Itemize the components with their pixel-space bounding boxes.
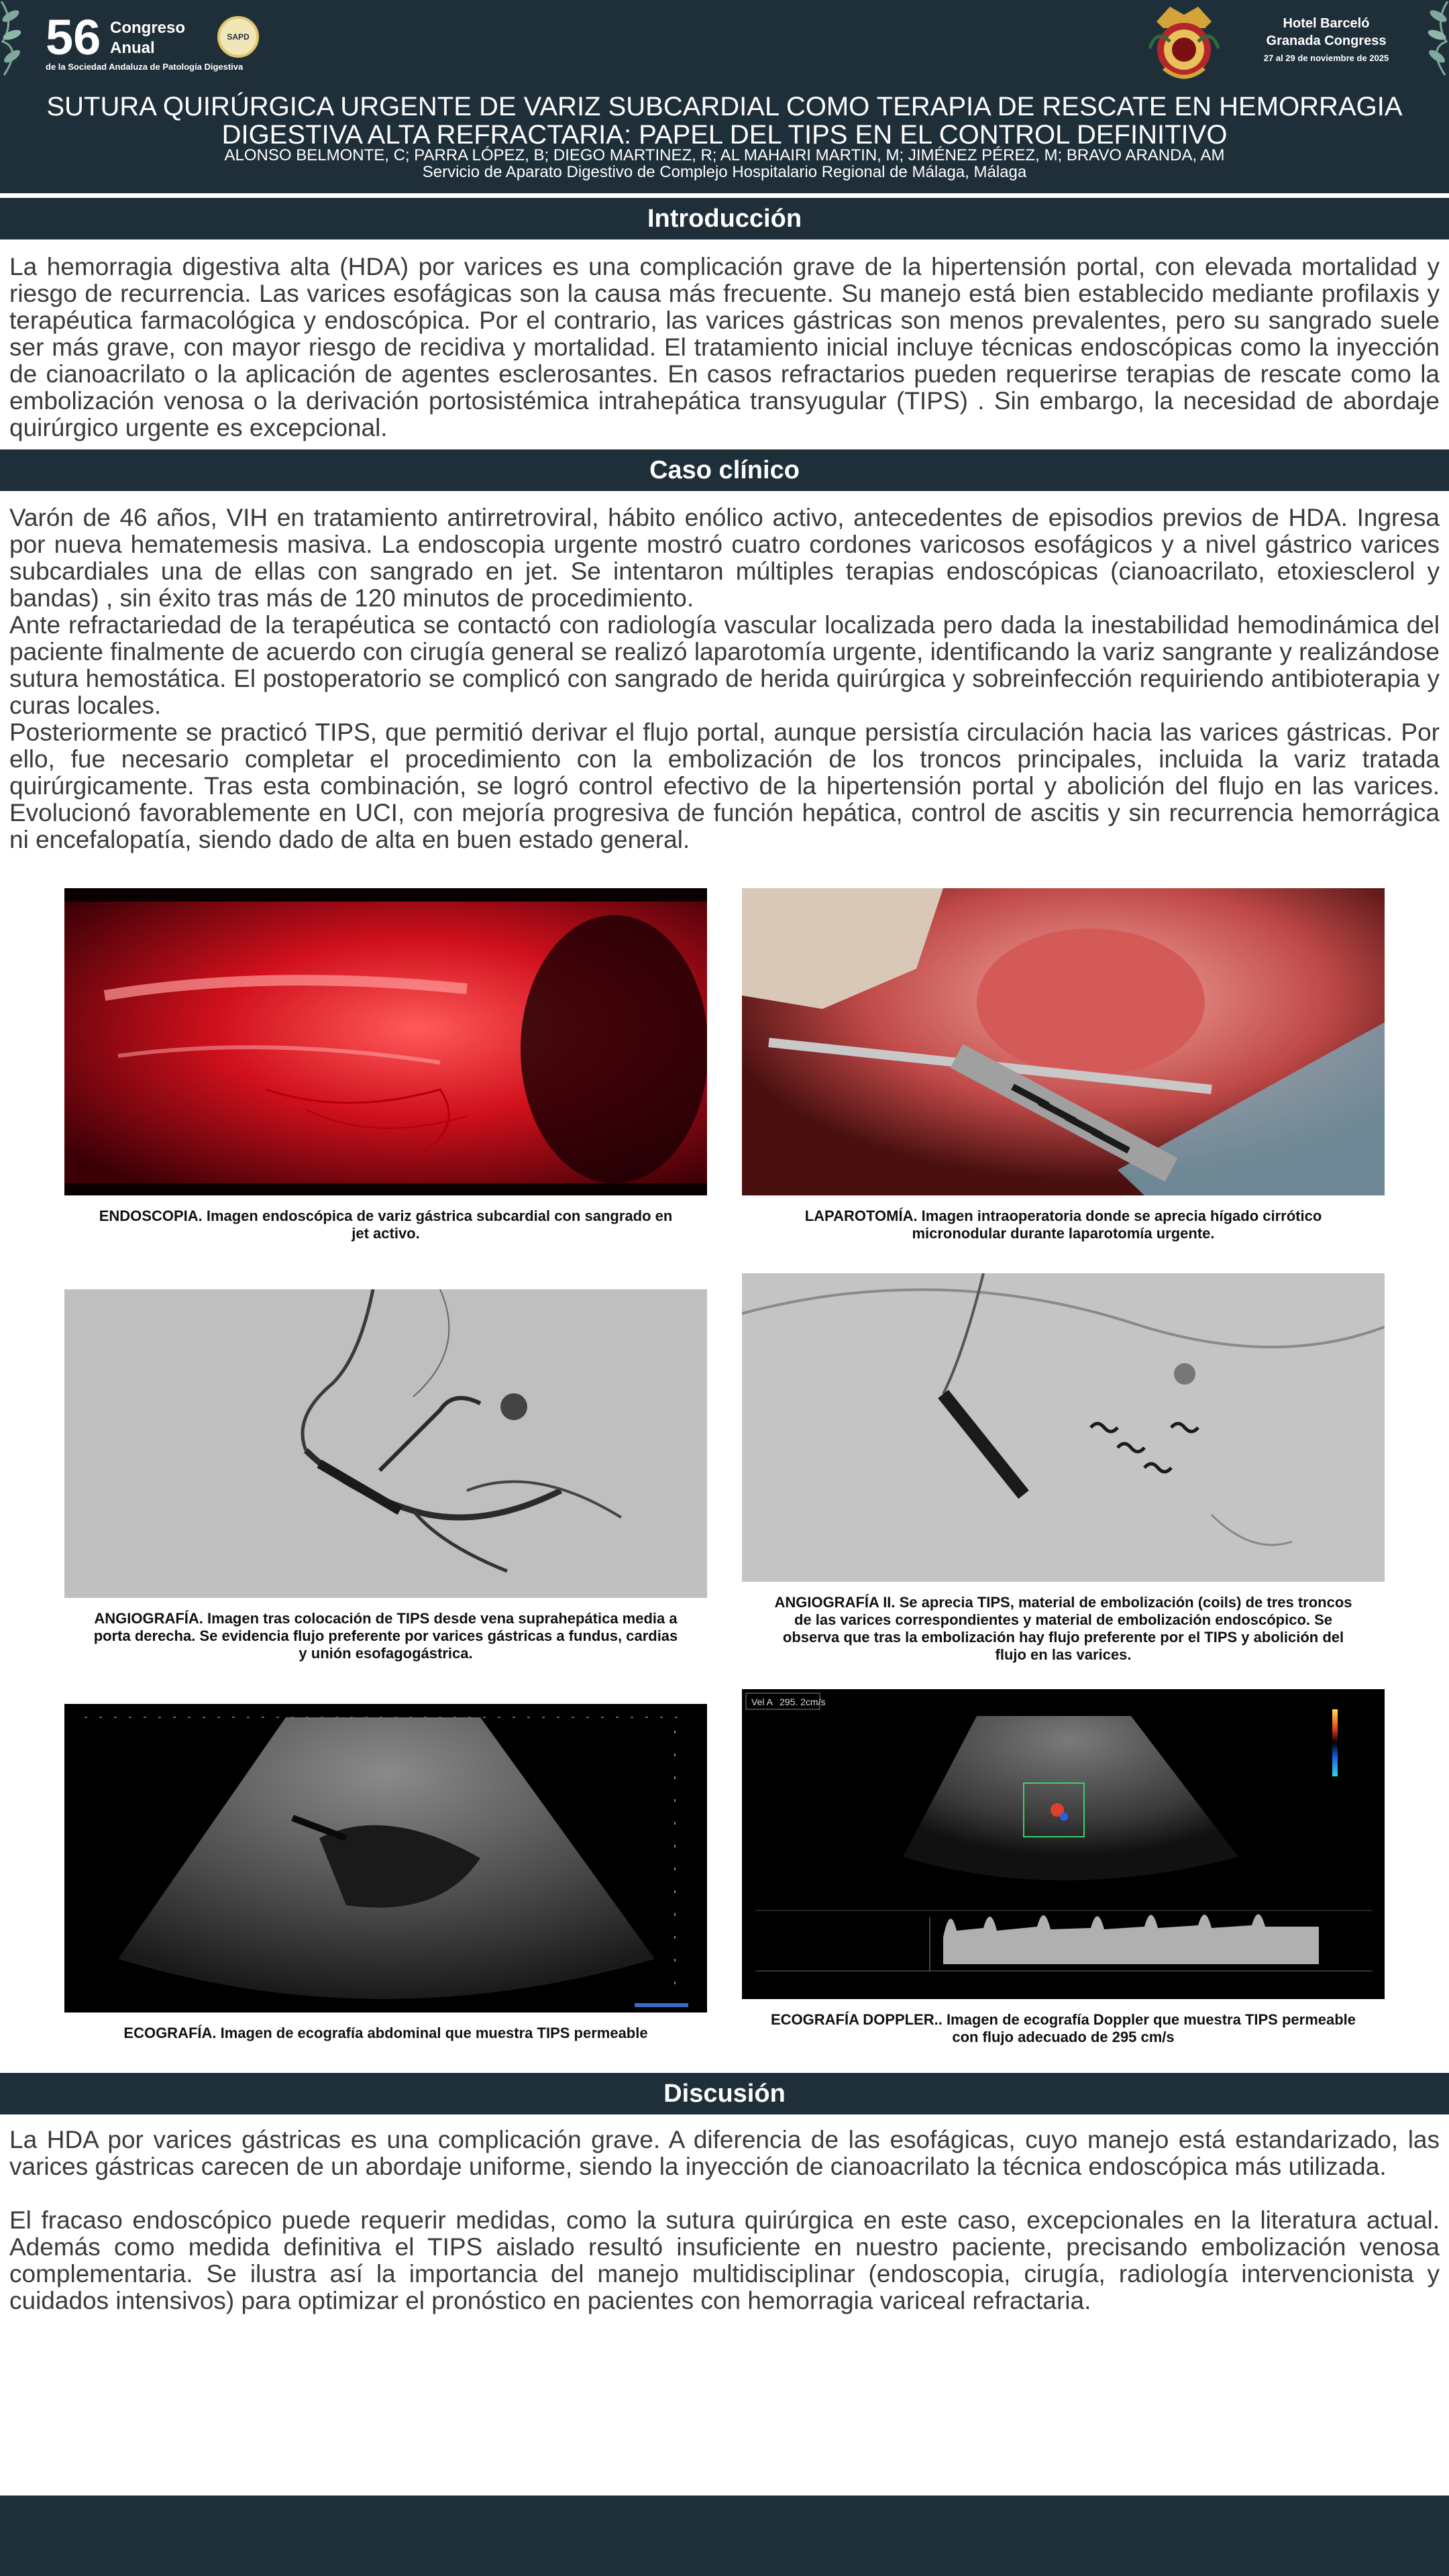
venue-dates: 27 al 29 de noviembre de 2025	[1263, 53, 1389, 63]
figure-ecografia	[64, 1704, 707, 2042]
leaf-ornament-right-icon	[1414, 1, 1449, 82]
doppler-ultrasound-image	[742, 1689, 1385, 1999]
caso-paragraph-2: Ante refractariedad de la terapéutica se contactó con radiología vascular localizada pero dada la inestabilidad hemodinámica del paciente finalmente de acuerdo con cirugía general se realizó laparotomía urgente, identificando la variz sangrante y realizándose sutura hemostática. El postoperatorio se complicó con sangrado de herida quirúrgica y sobreinfección requiriendo antibioterapia y curas locales.	[9, 611, 1440, 719]
figure-ecografia-doppler	[742, 1689, 1385, 2046]
poster-authors: ALONSO BELMONTE, C; PARRA LÓPEZ, B; DIEGO MARTINEZ, R; AL MAHAIRI MARTIN, M; JIMÉNEZ PÉREZ, M; BRAVO ARANDA, AM	[224, 146, 1225, 164]
poster-header	[0, 0, 1449, 193]
figure-caption: ANGIOGRAFÍA. Imagen tras colocación de TIPS desde vena suprahepática media a porta derecha. Se evidencia flujo preferente por varices gástricas a fundus, cardias y unión esofagogástrica.	[93, 1610, 678, 1662]
figure-angiografia-ii	[742, 1273, 1385, 1664]
section-heading-caso-clinico: Caso clínico	[0, 449, 1449, 491]
section-heading-introduccion: Introducción	[0, 198, 1449, 239]
doppler-vel-label: Vel A	[751, 1697, 773, 1707]
intro-paragraph: La hemorragia digestiva alta (HDA) por varices es una complicación grave de la hipertensión portal, con elevada mortalidad y riesgo de recurrencia. Las varices esofágicas son la causa más frecuente. Su manejo está bien establecido mediante profilaxis y terapéutica farmacológica y endoscópica. Por el contrario, las varices gástricas son menos prevalentes, pero su sangrado suele ser más grave, con mayor riesgo de recidiva y mortalidad. El tratamiento inicial incluye técnicas endoscópicas como la inyección de cianoacrilato o la aplicación de agentes esclerosantes. En casos refractarios pueden requerirse terapias de rescate como la embolización venosa o la derivación portosistémica intrahepática transyugular (TIPS) . Sin embargo, la necesidad de abordaje quirúrgico urgente es excepcional.	[9, 253, 1440, 441]
angiography-ii-image	[742, 1273, 1385, 1582]
figure-caption: ANGIOGRAFÍA II. Se aprecia TIPS, material de embolización (coils) de tres troncos de las varices correspondientes y material de embolización endoscópico. Se observa que tras la embolización hay flujo preferente por el TIPS y abolición del flujo en las varices.	[774, 1594, 1352, 1663]
discusion-paragraph-1: La HDA por varices gástricas es una complicación grave. A diferencia de las esofágicas, cuyo manejo está estandarizado, las varices gástricas carecen de un abordaje uniforme, siendo la inyección de cianoacrilato la técnica endoscópica más utilizada.	[9, 2126, 1440, 2180]
figure-caption: ENDOSCOPIA. Imagen endoscópica de variz gástrica subcardial con sangrado en jet activo.	[99, 1208, 673, 1242]
venue-hotel: Hotel Barceló	[1283, 16, 1370, 31]
poster-footer	[0, 2496, 1449, 2576]
sapd-badge-icon	[217, 16, 259, 58]
angiography-image	[64, 1289, 707, 1598]
figure-laparotomia	[742, 888, 1385, 1242]
endoscopy-image	[64, 888, 707, 1195]
caso-paragraph-1: Varón de 46 años, VIH en tratamiento antirretroviral, hábito enólico activo, antecedentes de episodios previos de HDA. Ingresa por nueva hematemesis masiva. La endoscopia urgente mostró cuatro cordones varicosos esofágicos y a nivel gástrico varices subcardiales una de ellas con sangrado en jet. Se intentaron múltiples terapias endoscópicas (cianoacrilato, etoxiesclerol y bandas) , sin éxito tras más de 120 minutos de procedimiento.	[9, 504, 1440, 612]
figure-caption: LAPAROTOMÍA. Imagen intraoperatoria donde se aprecia hígado cirrótico micronodular durante laparotomía urgente.	[804, 1208, 1322, 1242]
congress-word-anual: Anual	[110, 39, 155, 57]
laparotomy-image	[742, 888, 1385, 1195]
congress-number: 56	[46, 9, 101, 65]
figure-caption: ECOGRAFÍA DOPPLER.. Imagen de ecografía Doppler que muestra TIPS permeable con flujo adecuado de 295 cm/s	[770, 2011, 1356, 2045]
doppler-vel-value: 295. 2cm/s	[780, 1697, 826, 1707]
figure-angiografia	[64, 1289, 707, 1662]
venue-info	[1242, 15, 1410, 67]
poster-affiliation: Servicio de Aparato Digestivo de Complejo Hospitalario Regional de Málaga, Málaga	[422, 163, 1027, 181]
granada-emblem-icon	[1143, 1, 1225, 82]
poster-title: SUTURA QUIRÚRGICA URGENTE DE VARIZ SUBCARDIAL COMO TERAPIA DE RESCATE EN HEMORRAGIA DIGESTIVA ALTA REFRACTARIA: PAPEL DEL TIPS EN EL CONTROL DEFINITIVO	[46, 92, 1403, 150]
figure-endoscopia	[64, 888, 707, 1242]
congress-word-congreso: Congreso	[110, 19, 186, 37]
leaf-ornament-left-icon	[0, 1, 35, 82]
caso-paragraph-3: Posteriormente se practicó TIPS, que permitió derivar el flujo portal, aunque persistía circulación hacia las varices gástricas. Por ello, fue necesario completar el procedimiento con la embolización de los troncos principales, incluida la variz tratada quirúrgicamente. Tras esta combinación, se logró control efectivo de la hipertensión portal y abolición del flujo en las varices. Evolucionó favorablemente en UCI, con mejoría progresiva de función hepática, control de ascitis y sin recurrencia hemorrágica ni encefalopatía, siendo dado de alta en buen estado general.	[9, 718, 1440, 853]
figure-caption: ECOGRAFÍA. Imagen de ecografía abdominal que muestra TIPS permeable	[123, 2025, 648, 2041]
society-name: de la Sociedad Andaluza de Patología Digestiva	[46, 62, 244, 72]
congress-logo	[46, 8, 287, 72]
sapd-badge-label: SAPD	[227, 32, 250, 42]
venue-congress: Granada Congress	[1266, 34, 1387, 48]
ultrasound-image	[64, 1704, 707, 2012]
discusion-paragraph-2: El fracaso endoscópico puede requerir medidas, como la sutura quirúrgica en este caso, excepcionales en la literatura actual. Además como medida definitiva el TIPS aislado resultó insuficiente en nuestro paciente, precisando embolización venosa complementaria. Se ilustra así la importancia del manejo multidisciplinar (endoscopia, cirugía, radiología intervencionista y cuidados intensivos) para optimizar el pronóstico en pacientes con hemorragia variceal refractaria.	[9, 2206, 1440, 2314]
section-heading-discusion: Discusión	[0, 2073, 1449, 2114]
